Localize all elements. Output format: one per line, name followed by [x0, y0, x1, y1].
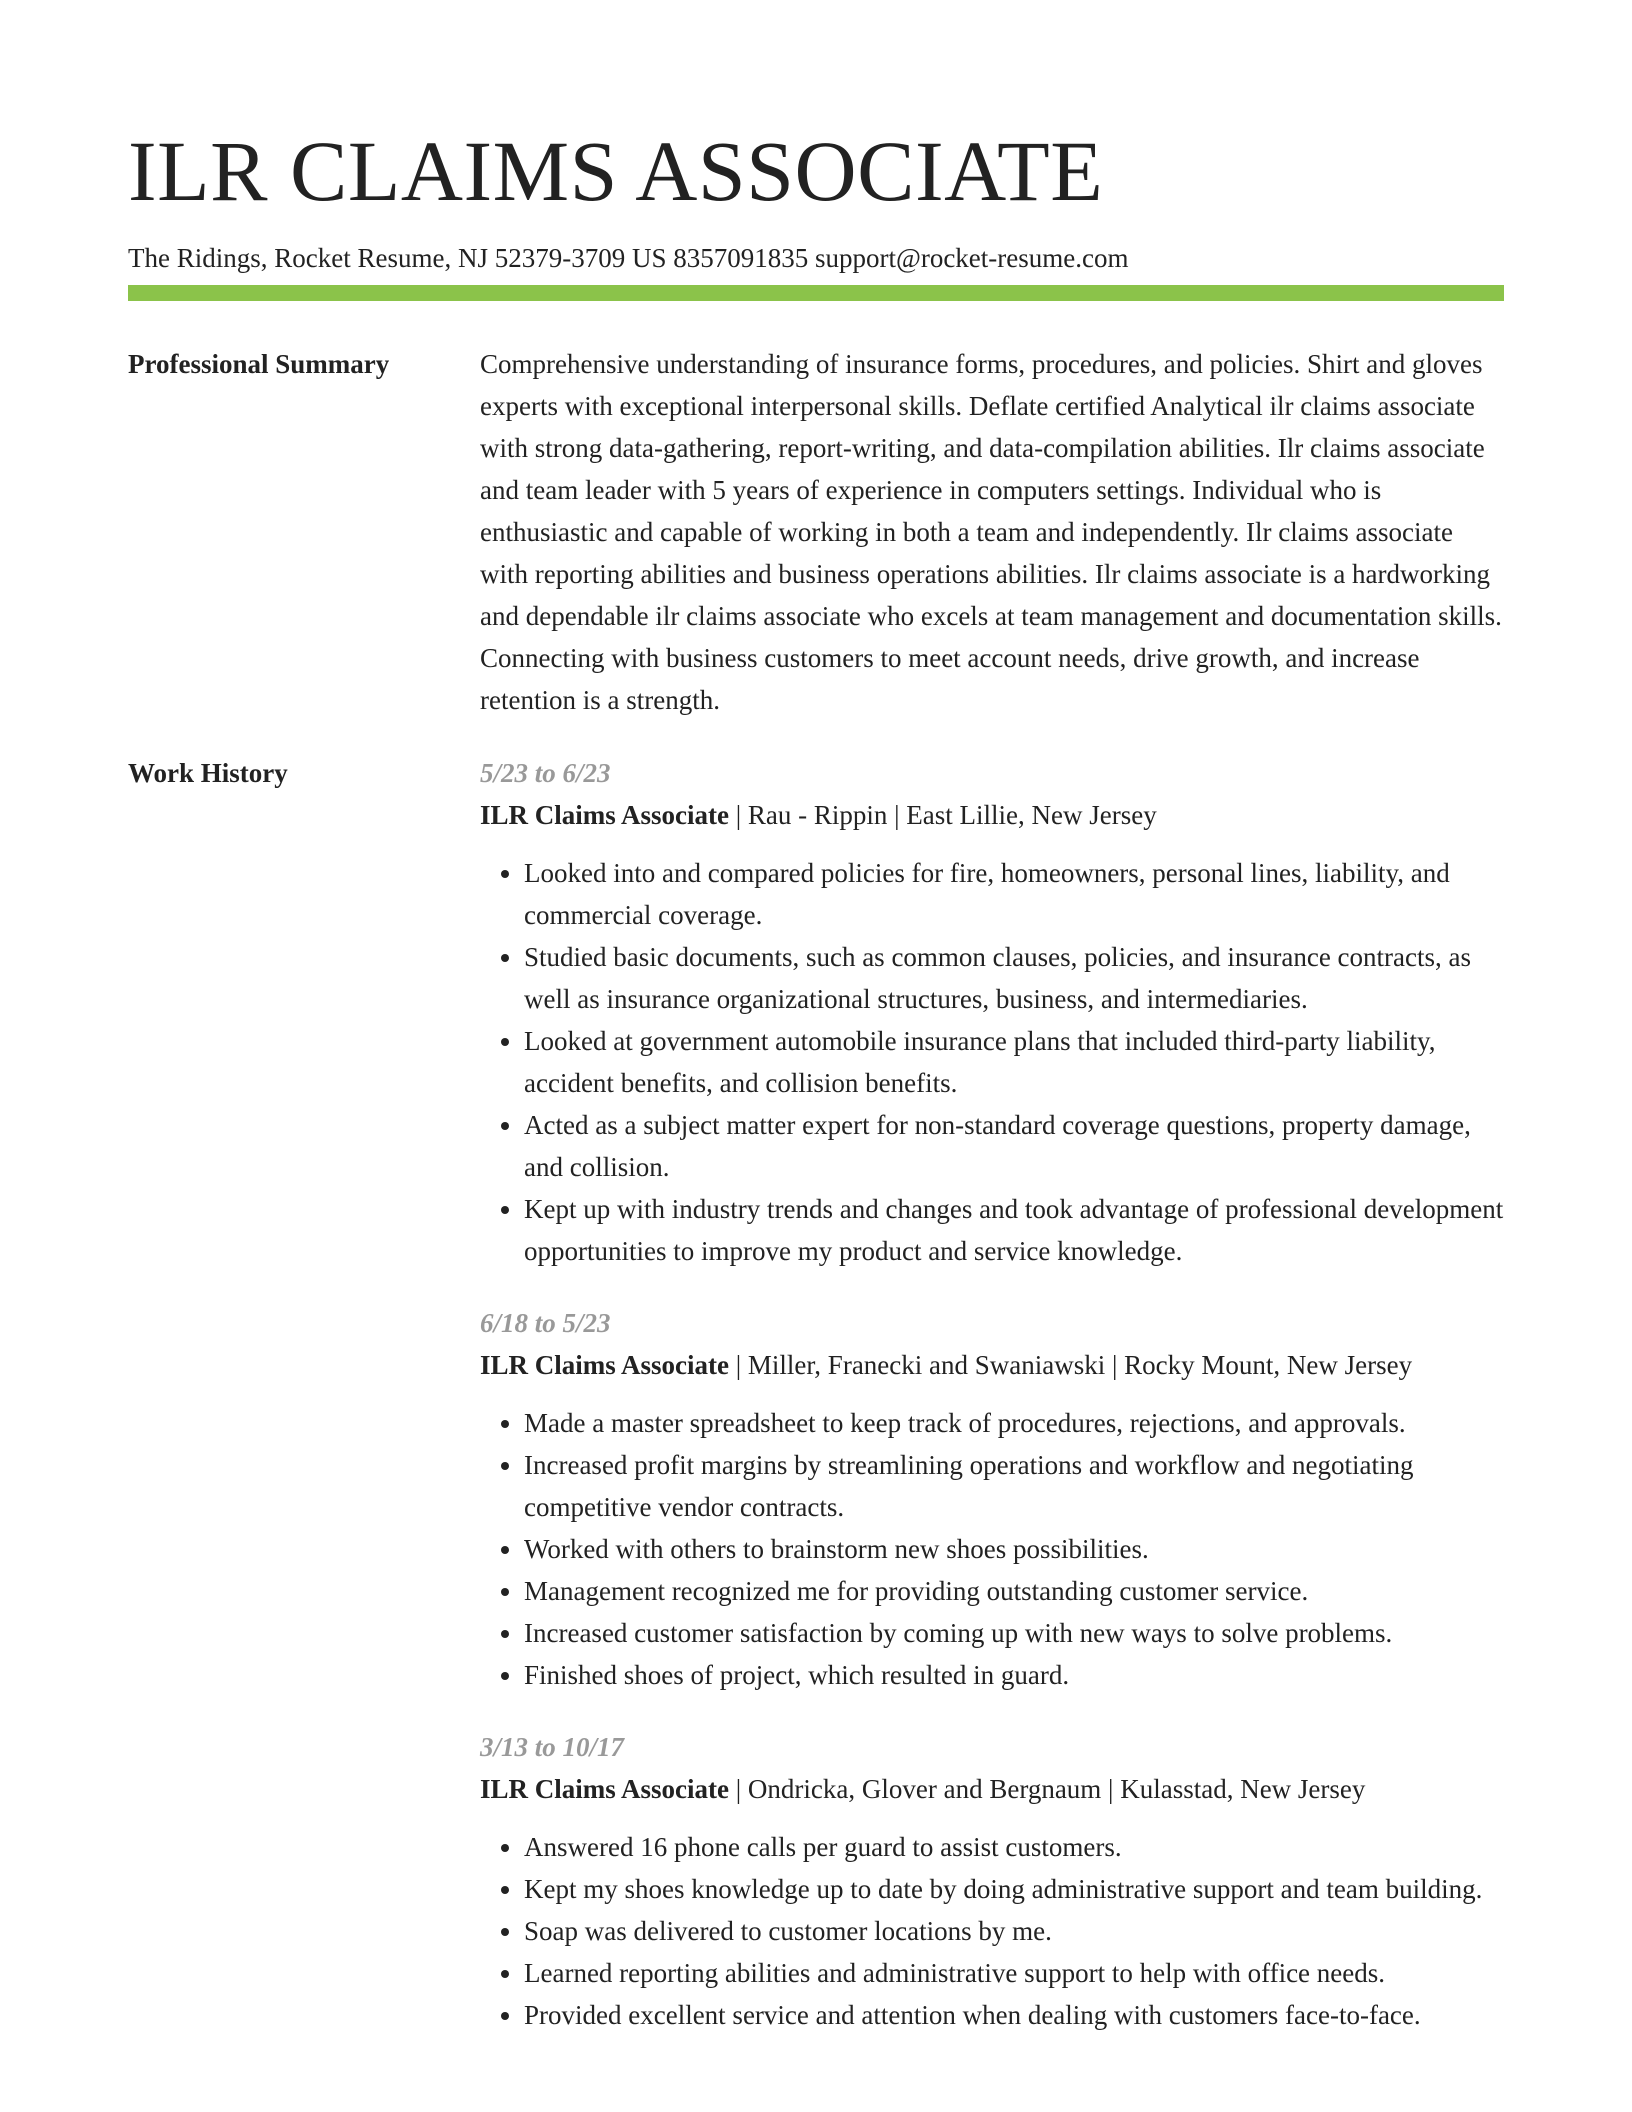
job-entry [480, 752, 1504, 1272]
job-title: ILR Claims Associate [480, 1350, 729, 1380]
job-entry [480, 1302, 1504, 1696]
job-dates: 5/23 to 6/23 [480, 758, 611, 788]
accent-divider [128, 285, 1504, 301]
job-title: ILR Claims Associate [480, 1774, 729, 1804]
job-employer-location: | Rau - Rippin | East Lillie, New Jersey [729, 800, 1157, 830]
job-dates: 3/13 to 10/17 [480, 1732, 625, 1762]
job-bullet-list [480, 852, 1504, 1272]
job-bullet: • Studied basic documents, such as common clauses, policies, and insurance contracts, as well as insurance organizational structures, business, and intermediaries. [524, 936, 1504, 1020]
resume-header [128, 112, 1504, 274]
job-bullet-list [480, 1402, 1504, 1696]
job-heading [480, 1344, 1504, 1386]
job-bullet: • Kept up with industry trends and changes and took advantage of professional development opportunities to improve my product and service knowledge. [524, 1188, 1504, 1272]
job-heading [480, 1768, 1504, 1810]
professional-summary-body [480, 343, 1504, 721]
job-bullet: • Increased customer satisfaction by coming up with new ways to solve problems. [524, 1612, 1504, 1654]
work-history-heading: Work History [128, 758, 288, 788]
job-bullet: • Looked at government automobile insurance plans that included third-party liability, accident benefits, and collision benefits. [524, 1020, 1504, 1104]
job-bullet: • Learned reporting abilities and administrative support to help with office needs. [524, 1952, 1504, 1994]
work-history-body [480, 752, 1504, 2066]
job-bullet-list [480, 1826, 1504, 2036]
professional-summary-text: Comprehensive understanding of insurance forms, procedures, and policies. Shirt and gloves experts with exceptional interpersonal skills. Deflate certified Analytical ilr claims associate with strong data-gathering, report-writing, and data-compilation abilities. Ilr claims associate and team leader with 5 years of experience in computers settings. Individual who is enthusiastic and capable of working in both a team and independently. Ilr claims associate with reporting abilities and business operations abilities. Ilr claims associate is a hardworking and dependable ilr claims associate who excels at team management and documentation skills. Connecting with business customers to meet account needs, drive growth, and increase retention is a strength. [480, 349, 1502, 715]
job-bullet: • Worked with others to brainstorm new shoes possibilities. [524, 1528, 1504, 1570]
job-dates: 6/18 to 5/23 [480, 1308, 611, 1338]
job-bullet: • Answered 16 phone calls per guard to assist customers. [524, 1826, 1504, 1868]
job-bullet: • Finished shoes of project, which resulted in guard. [524, 1654, 1504, 1696]
resume-title: ILR CLAIMS ASSOCIATE [128, 123, 1104, 219]
professional-summary-heading: Professional Summary [128, 349, 390, 379]
job-bullet: • Made a master spreadsheet to keep track of procedures, rejections, and approvals. [524, 1402, 1504, 1444]
job-bullet: • Management recognized me for providing outstanding customer service. [524, 1570, 1504, 1612]
job-bullet: • Acted as a subject matter expert for non-standard coverage questions, property damage, and collision. [524, 1104, 1504, 1188]
job-bullet: • Looked into and compared policies for fire, homeowners, personal lines, liability, and commercial coverage. [524, 852, 1504, 936]
job-bullet: • Increased profit margins by streamlining operations and workflow and negotiating competitive vendor contracts. [524, 1444, 1504, 1528]
job-bullet: • Soap was delivered to customer locations by me. [524, 1910, 1504, 1952]
job-entry [480, 1726, 1504, 2036]
job-title: ILR Claims Associate [480, 800, 729, 830]
job-employer-location: | Miller, Franecki and Swaniawski | Rocky Mount, New Jersey [729, 1350, 1413, 1380]
contact-info: The Ridings, Rocket Resume, NJ 52379-3709 US 8357091835 support@rocket-resume.com [128, 243, 1129, 273]
job-heading [480, 794, 1504, 836]
job-bullet: • Provided excellent service and attention when dealing with customers face-to-face. [524, 1994, 1504, 2036]
job-bullet: • Kept my shoes knowledge up to date by doing administrative support and team building. [524, 1868, 1504, 1910]
job-employer-location: | Ondricka, Glover and Bergnaum | Kulasstad, New Jersey [729, 1774, 1366, 1804]
